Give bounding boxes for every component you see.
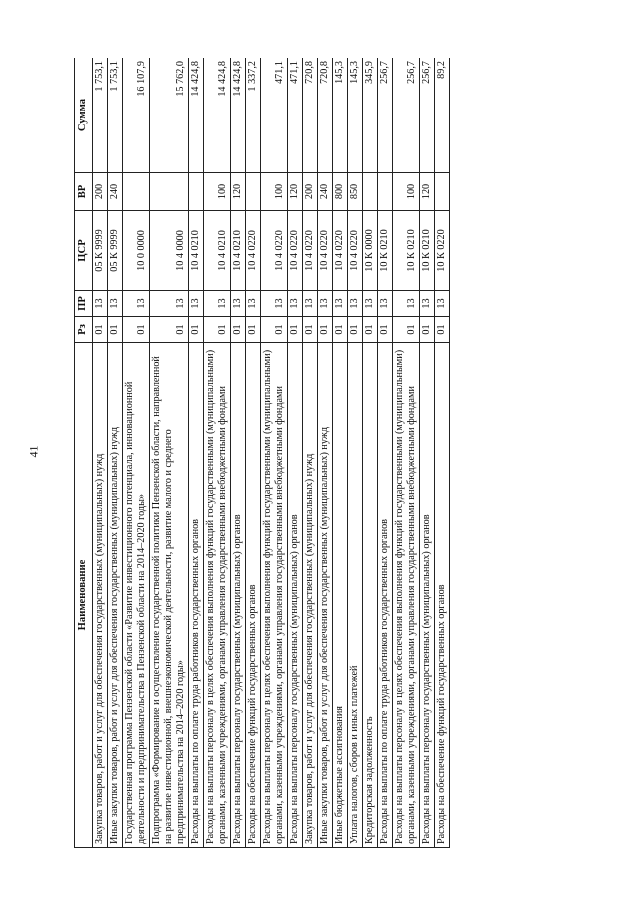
cell-csr: 10 0 0000 (122, 211, 149, 291)
cell-name: Иные закупки товаров, работ и услуг для обеспечения государственных (муниципальных) нужд (107, 343, 122, 848)
page-number: 41 (26, 445, 41, 458)
cell-name: Закупка товаров, работ и услуг для обеспечения государственных (муниципальных) нужд (92, 343, 107, 848)
cell-rz: 01 (287, 317, 302, 343)
cell-pr: 13 (378, 291, 393, 317)
cell-pr: 13 (333, 291, 348, 317)
cell-sum: 256,7 (378, 58, 393, 173)
cell-vr (149, 173, 188, 211)
cell-rz: 01 (107, 317, 122, 343)
cell-csr: 10 4 0220 (260, 211, 287, 291)
header-rz: Рз (75, 317, 93, 343)
cell-sum: 16 107,9 (122, 58, 149, 173)
cell-sum: 1 337,2 (245, 58, 260, 173)
budget-table-container (74, 58, 566, 848)
cell-pr: 13 (363, 291, 378, 317)
cell-csr: 10 4 0210 (230, 211, 245, 291)
cell-pr: 13 (92, 291, 107, 317)
cell-vr: 800 (333, 173, 348, 211)
cell-csr: 10 4 0220 (287, 211, 302, 291)
cell-pr: 13 (420, 291, 435, 317)
cell-name: Расходы на выплаты персоналу в целях обеспечения выполнения функций государственными (муниципальными) органами, казенными учреждениями, органами управления государственными внебюджетными фондами (260, 343, 287, 848)
cell-vr: 100 (393, 173, 420, 211)
cell-vr (363, 173, 378, 211)
cell-name: Расходы на обеспечение функций государственных органов (245, 343, 260, 848)
cell-name: Государственная программа Пензенской области «Развитие инвестиционного потенциала, инновационной деятельности и предпринимательства в Пензенской области на 2014–2020 годы» (122, 343, 149, 848)
cell-name: Расходы на выплаты персоналу в целях обеспечения выполнения функций государственными (муниципальными) органами, казенными учреждениями, органами управления государственными внебюджетными фондами (393, 343, 420, 848)
cell-name: Расходы на выплаты персоналу в целях обеспечения выполнения функций государственными (муниципальными) органами, казенными учреждениями, органами управления государственными внебюджетными фондами (203, 343, 230, 848)
cell-sum: 720,8 (318, 58, 333, 173)
cell-rz: 01 (348, 317, 363, 343)
cell-rz: 01 (302, 317, 317, 343)
cell-pr: 13 (348, 291, 363, 317)
table-row (149, 58, 188, 848)
table-body (92, 58, 450, 848)
cell-sum: 14 424,8 (230, 58, 245, 173)
cell-rz: 01 (393, 317, 420, 343)
cell-csr: 10 4 0220 (302, 211, 317, 291)
cell-pr: 13 (122, 291, 149, 317)
cell-rz: 01 (420, 317, 435, 343)
cell-csr: 10 К 0210 (420, 211, 435, 291)
cell-pr: 13 (245, 291, 260, 317)
header-vr: ВР (75, 173, 93, 211)
cell-rz: 01 (318, 317, 333, 343)
cell-pr: 13 (435, 291, 450, 317)
cell-name: Расходы на выплаты по оплате труда работников государственных органов (378, 343, 393, 848)
table-row (230, 58, 245, 848)
cell-name: Иные закупки товаров, работ и услуг для обеспечения государственных (муниципальных) нужд (318, 343, 333, 848)
cell-vr (245, 173, 260, 211)
cell-sum: 256,7 (393, 58, 420, 173)
cell-csr: 05 К 9999 (92, 211, 107, 291)
cell-name: Расходы на выплаты персоналу государственных (муниципальных) органов (287, 343, 302, 848)
cell-sum: 145,3 (348, 58, 363, 173)
cell-vr (378, 173, 393, 211)
cell-vr: 240 (107, 173, 122, 211)
cell-csr: 10 К 0220 (435, 211, 450, 291)
cell-vr: 120 (287, 173, 302, 211)
table-row (363, 58, 378, 848)
table-row (122, 58, 149, 848)
cell-vr: 200 (92, 173, 107, 211)
header-csr: ЦСР (75, 211, 93, 291)
cell-pr: 13 (318, 291, 333, 317)
cell-csr: 10 4 0210 (188, 211, 203, 291)
cell-rz: 01 (260, 317, 287, 343)
table-row (420, 58, 435, 848)
header-row (75, 58, 93, 848)
cell-name: Расходы на выплаты персоналу государственных (муниципальных) органов (230, 343, 245, 848)
cell-sum: 720,8 (302, 58, 317, 173)
cell-pr: 13 (203, 291, 230, 317)
cell-rz: 01 (188, 317, 203, 343)
cell-rz: 01 (378, 317, 393, 343)
table-row (188, 58, 203, 848)
cell-vr: 100 (203, 173, 230, 211)
cell-vr (188, 173, 203, 211)
cell-pr: 13 (230, 291, 245, 317)
table-row (318, 58, 333, 848)
cell-pr: 13 (287, 291, 302, 317)
cell-vr: 120 (230, 173, 245, 211)
table-row (333, 58, 348, 848)
cell-csr: 10 4 0220 (318, 211, 333, 291)
cell-pr: 13 (188, 291, 203, 317)
table-row (435, 58, 450, 848)
cell-sum: 471,1 (260, 58, 287, 173)
cell-csr: 10 4 0220 (333, 211, 348, 291)
cell-sum: 345,9 (363, 58, 378, 173)
cell-vr: 100 (260, 173, 287, 211)
cell-rz: 01 (435, 317, 450, 343)
table-row (92, 58, 107, 848)
table-header (75, 58, 93, 848)
cell-pr: 13 (393, 291, 420, 317)
cell-vr: 850 (348, 173, 363, 211)
table-row (203, 58, 230, 848)
header-sum: Сумма (75, 58, 93, 173)
cell-sum: 15 762,0 (149, 58, 188, 173)
cell-sum: 1 753,1 (107, 58, 122, 173)
table-row (107, 58, 122, 848)
header-pr: ПР (75, 291, 93, 317)
cell-name: Закупка товаров, работ и услуг для обеспечения государственных (муниципальных) нужд (302, 343, 317, 848)
cell-name: Расходы на выплаты по оплате труда работников государственных органов (188, 343, 203, 848)
table-row (393, 58, 420, 848)
cell-pr: 13 (149, 291, 188, 317)
cell-vr: 120 (420, 173, 435, 211)
table-row (260, 58, 287, 848)
cell-vr: 200 (302, 173, 317, 211)
cell-vr (122, 173, 149, 211)
cell-name: Кредиторская задолженность (363, 343, 378, 848)
cell-csr: 10 4 0210 (203, 211, 230, 291)
table-row (378, 58, 393, 848)
cell-sum: 14 424,8 (203, 58, 230, 173)
header-name: Наименование (75, 343, 93, 848)
cell-name: Иные бюджетные ассигнования (333, 343, 348, 848)
cell-name: Расходы на выплаты персоналу государственных (муниципальных) органов (420, 343, 435, 848)
cell-pr: 13 (260, 291, 287, 317)
cell-vr: 240 (318, 173, 333, 211)
budget-table (74, 58, 450, 848)
table-row (287, 58, 302, 848)
cell-rz: 01 (230, 317, 245, 343)
cell-rz: 01 (122, 317, 149, 343)
cell-csr: 10 4 0220 (245, 211, 260, 291)
cell-csr: 05 К 9999 (107, 211, 122, 291)
cell-name: Подпрограмма «Формирование и осуществление государственной политики Пензенской области, направленной на развитие инвестиционной, внешнеэкономической деятельности, развитие малого и среднего предпринимательства на 2014–2020 годы» (149, 343, 188, 848)
cell-rz: 01 (92, 317, 107, 343)
cell-rz: 01 (245, 317, 260, 343)
table-row (302, 58, 317, 848)
cell-pr: 13 (107, 291, 122, 317)
cell-name: Расходы на обеспечение функций государственных органов (435, 343, 450, 848)
cell-sum: 256,7 (420, 58, 435, 173)
cell-csr: 10 4 0000 (149, 211, 188, 291)
cell-csr: 10 К 0000 (363, 211, 378, 291)
cell-csr: 10 К 0210 (393, 211, 420, 291)
cell-sum: 471,1 (287, 58, 302, 173)
cell-csr: 10 4 0220 (348, 211, 363, 291)
cell-sum: 14 424,8 (188, 58, 203, 173)
cell-sum: 1 753,1 (92, 58, 107, 173)
cell-rz: 01 (333, 317, 348, 343)
cell-name: Уплата налогов, сборов и иных платежей (348, 343, 363, 848)
rotated-table-frame (74, 58, 566, 848)
cell-sum: 145,3 (333, 58, 348, 173)
table-row (245, 58, 260, 848)
cell-vr (435, 173, 450, 211)
cell-csr: 10 К 0210 (378, 211, 393, 291)
cell-pr: 13 (302, 291, 317, 317)
cell-rz: 01 (149, 317, 188, 343)
cell-rz: 01 (363, 317, 378, 343)
cell-rz: 01 (203, 317, 230, 343)
cell-sum: 89,2 (435, 58, 450, 173)
table-row (348, 58, 363, 848)
